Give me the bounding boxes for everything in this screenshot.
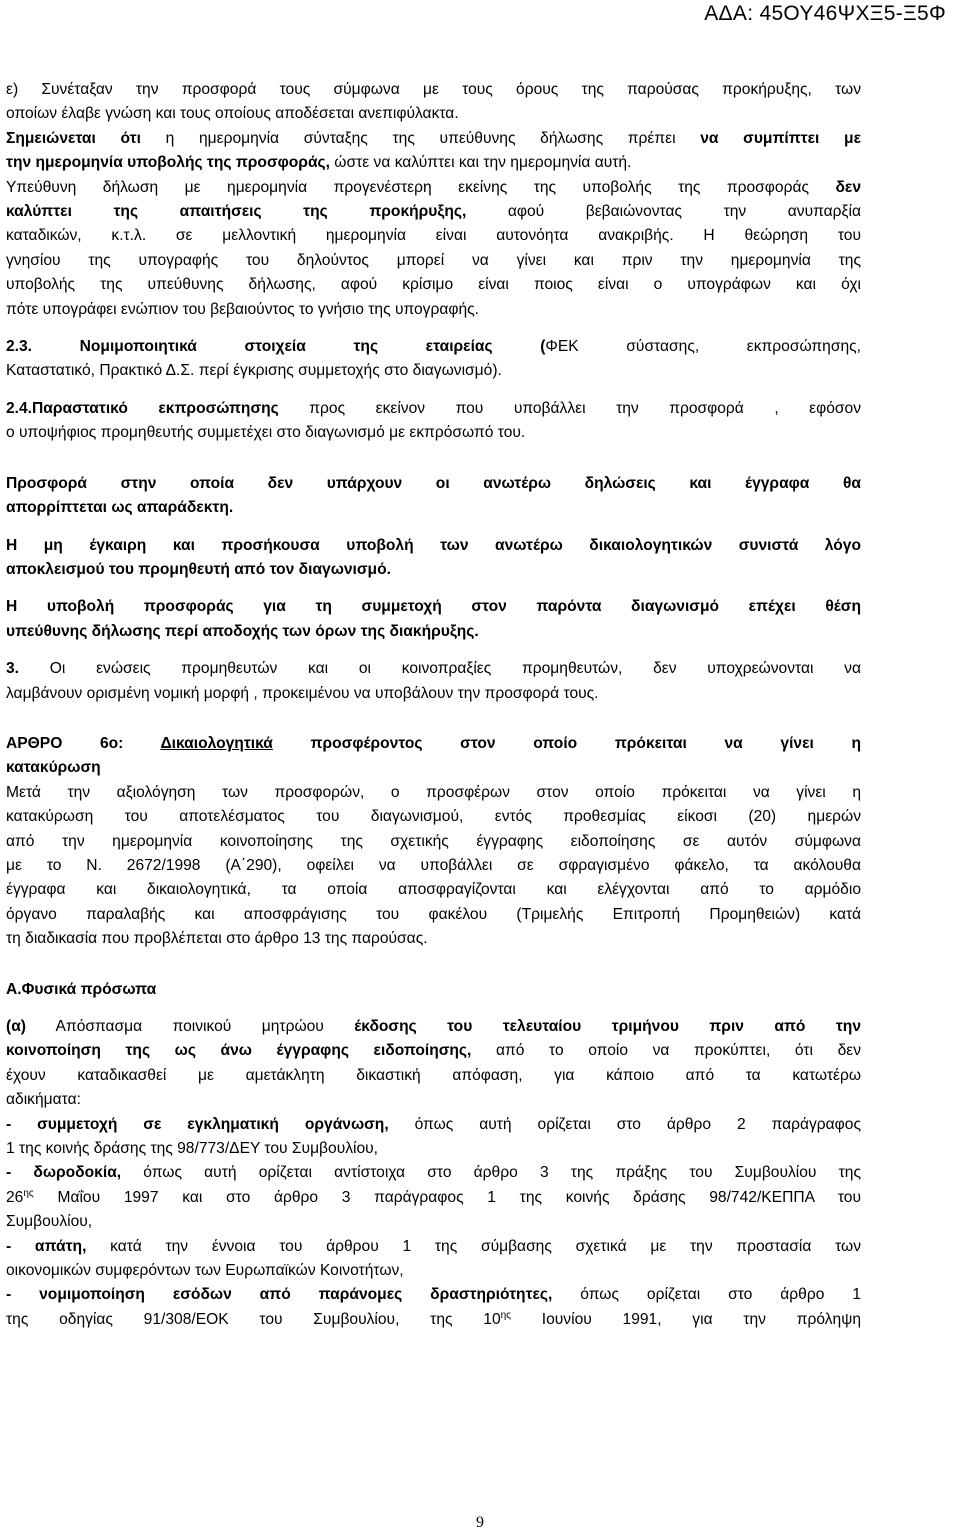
superscript: ης bbox=[23, 1187, 34, 1199]
text-line bbox=[6, 657, 861, 681]
text-line: καταδικών, κ.τ.λ. σε μελλοντική ημερομηνία είναι αυτονόητα ανακριβής. Η θεώρηση του bbox=[6, 227, 861, 245]
spacer bbox=[6, 521, 861, 534]
bold-text: Νομιμοποιητικά στοιχεία της εταιρείας ( bbox=[32, 338, 546, 356]
bold-text: Σημειώνεται ότι bbox=[6, 129, 141, 147]
spacer bbox=[6, 644, 861, 657]
section-number: 2.3. bbox=[6, 338, 33, 356]
text-line: λαμβάνουν ορισμένη νομική μορφή , προκειμένου να υποβάλουν την προσφορά τους. bbox=[6, 684, 599, 702]
bold-text: - δωροδοκία, bbox=[6, 1164, 122, 1182]
text-line: όργανο παραλαβής και αποσφράγισης του φακέλου (Τριμελής Επιτροπή Προμηθειών) κατά bbox=[6, 905, 861, 923]
text-line bbox=[6, 1308, 861, 1332]
bold-text: την ημερομηνία υποβολής της προσφοράς, bbox=[6, 154, 330, 172]
bold-text: να συμπίπτει με bbox=[700, 129, 861, 147]
text-line: τη διαδικασία που προβλέπεται στο άρθρο 13 της παρούσας. bbox=[6, 930, 428, 948]
text: όπως αυτή ορίζεται στο άρθρο 2 παράγραφος bbox=[388, 1115, 861, 1133]
document-body bbox=[6, 78, 861, 1332]
bold-text: καλύπτει της απαιτήσεις της προκήρυξης, bbox=[6, 203, 467, 221]
exclusion-paragraph bbox=[6, 534, 861, 583]
text-line bbox=[6, 176, 861, 200]
bold-text: προσφέροντος στον οποίο πρόκειται να γίνει η bbox=[272, 734, 861, 752]
text: ώστε να καλύπτει και την ημερομηνία αυτή. bbox=[329, 154, 632, 172]
bold-text: - συμμετοχή σε εγκληματική οργάνωση, bbox=[6, 1115, 389, 1133]
document-code-header: ΑΔΑ: 45ΟΥ46ΨΧΞ5-Ξ5Φ bbox=[704, 2, 946, 25]
text-line bbox=[6, 397, 861, 421]
text-line: γνησίου της υπογραφής του δηλούντος μπορεί να γίνει και πριν την ημερομηνία της bbox=[6, 251, 861, 269]
bold-line: Η μη έγκαιρη και προσήκουσα υποβολή των ανωτέρω δικαιολογητικών συνιστά λόγο bbox=[6, 536, 861, 554]
bold-line: υπεύθυνης δήλωσης περί αποδοχής των όρων της διακήρυξης. bbox=[6, 622, 479, 640]
spacer bbox=[6, 384, 861, 397]
article-6 bbox=[6, 732, 861, 952]
text-line bbox=[6, 200, 861, 224]
text-line: έχουν καταδικασθεί με αμετάκλητη δικαστική απόφαση, για κάποιο από τα κατωτέρω bbox=[6, 1066, 861, 1084]
spacer bbox=[6, 706, 861, 732]
section-2-4 bbox=[6, 397, 861, 446]
text: Απόσπασμα ποινικού μητρώου bbox=[25, 1018, 355, 1035]
acceptance-paragraph bbox=[6, 595, 861, 644]
bold-text: - απάτη, bbox=[6, 1237, 87, 1255]
offence-item bbox=[6, 1113, 861, 1137]
text-line: με το Ν. 2672/1998 (Α΄290), οφείλει να υποβάλλει σε σφραγισμένο φάκελο, τα ακόλουθα bbox=[6, 856, 861, 874]
page-number: 9 bbox=[476, 1514, 484, 1531]
text-line: 1 της κοινής δράσης της 98/773/ΔΕΥ του Συμβουλίου, bbox=[6, 1140, 379, 1158]
text: Υπεύθυνη δήλωση με ημερομηνία προγενέστερη εκείνης της υποβολής της προσφοράς bbox=[6, 178, 836, 196]
article-title bbox=[6, 732, 861, 756]
text-line: Συμβουλίου, bbox=[6, 1213, 93, 1231]
item-label: (α) bbox=[6, 1018, 26, 1035]
text: κατά την έννοια του άρθρου 1 της σύμβασης σχετικά με την προστασία των bbox=[86, 1237, 861, 1255]
bold-text: έκδοσης του τελευταίου τριμήνου πριν από την bbox=[354, 1018, 861, 1035]
text-line bbox=[6, 1015, 861, 1039]
text: 26 bbox=[6, 1188, 24, 1206]
paragraph-e bbox=[6, 78, 861, 322]
text: προς εκείνον που υποβάλλει την προσφορά , εφόσον bbox=[278, 399, 862, 417]
text-line: έγγραφα και δικαιολογητικά, τα οποία αποσφραγίζονται και ελέγχονται από το αρμόδιο bbox=[6, 881, 861, 899]
text-line: ο υποψήφιος προμηθευτής συμμετέχει στο διαγωνισμό με εκπρόσωπό του. bbox=[6, 424, 526, 442]
bold-text: κοινοποίηση της ως άνω έγγραφης ειδοποίησης, bbox=[6, 1042, 472, 1060]
text-line: κατακύρωση του αποτελέσματος του διαγωνισμού, εντός προθεσμίας είκοσι (20) ημερών bbox=[6, 808, 861, 826]
note-line bbox=[6, 151, 861, 175]
bold-text: 2.4.Παραστατικό εκπροσώπησης bbox=[6, 399, 279, 417]
physical-persons-section bbox=[6, 978, 861, 1002]
text: ΦΕΚ σύστασης, εκπροσώπησης, bbox=[545, 338, 861, 356]
text-line bbox=[6, 1039, 861, 1063]
text: η ημερομηνία σύνταξης της υπεύθυνης δήλωσης πρέπει bbox=[140, 129, 701, 147]
text: αφού βεβαιώνοντας την ανυπαρξία bbox=[466, 203, 861, 221]
text: όπως ορίζεται στο άρθρο 1 bbox=[552, 1286, 861, 1304]
spacer bbox=[6, 952, 861, 978]
text-line: ε) Συνέταξαν την προσφορά τους σύμφωνα με τους όρους της παρούσας προκήρυξης, των bbox=[6, 81, 861, 98]
bold-text: δεν bbox=[835, 178, 861, 196]
text-line: Καταστατικό, Πρακτικό Δ.Σ. περί έγκρισης συμμετοχής στο διαγωνισμό). bbox=[6, 362, 502, 380]
section-heading: Α.Φυσικά πρόσωπα bbox=[6, 980, 157, 998]
spacer bbox=[6, 322, 861, 335]
note-line bbox=[6, 127, 861, 151]
item-a bbox=[6, 1015, 861, 1332]
bold-line: αποκλεισμού του προμηθευτή από τον διαγωνισμό. bbox=[6, 560, 391, 578]
section-number: 3. bbox=[6, 660, 20, 678]
spacer bbox=[6, 1002, 861, 1015]
text-line: πότε υπογράφει ενώπιον του βεβαιούντος το γνήσιο της υπογραφής. bbox=[6, 300, 479, 318]
rejection-paragraph bbox=[6, 472, 861, 521]
bold-line: απορρίπτεται ως απαράδεκτη. bbox=[6, 499, 234, 517]
bold-text: - νομιμοποίηση εσόδων από παράνομες δραστηριότητες, bbox=[6, 1286, 553, 1304]
bold-line: Η υποβολή προσφοράς για τη συμμετοχή στον παρόντα διαγωνισμό επέχει θέση bbox=[6, 598, 861, 616]
text-line: αδικήματα: bbox=[6, 1091, 81, 1109]
offence-item bbox=[6, 1283, 861, 1307]
text-line bbox=[6, 335, 861, 359]
text: Οι ενώσεις προμηθευτών και οι κοινοπραξίες προμηθευτών, δεν υποχρεώνονται να bbox=[19, 660, 861, 678]
bold-line: Προσφορά στην οποία δεν υπάρχουν οι ανωτέρω δηλώσεις και έγγραφα θα bbox=[6, 474, 861, 492]
offence-item bbox=[6, 1161, 861, 1185]
section-2-3 bbox=[6, 335, 861, 384]
text: Ιουνίου 1991, για την πρόληψη bbox=[511, 1310, 861, 1328]
text: όπως αυτή ορίζεται αντίστοιχα στο άρθρο 3 της πράξης του Συμβουλίου της bbox=[121, 1164, 861, 1182]
offence-item bbox=[6, 1235, 861, 1259]
text-line bbox=[6, 1186, 861, 1210]
text: από το οποίο να προκύπτει, ότι δεν bbox=[471, 1042, 862, 1060]
text-line: οποίων έλαβε γνώση και τους οποίους αποδέσεται ανεπιφύλακτα. bbox=[6, 105, 459, 123]
text-line: υποβολής της υπεύθυνης δήλωσης, αφού κρίσιμο είναι ποιος είναι ο υπογράφων και όχι bbox=[6, 276, 861, 294]
underlined-text: Δικαιολογητικά bbox=[160, 734, 273, 752]
bold-text: ΑΡΘΡΟ 6ο: bbox=[6, 734, 161, 752]
text-line: Μετά την αξιολόγηση των προσφορών, ο προσφέρων στον οποίο πρόκειται να γίνει η bbox=[6, 783, 861, 801]
spacer bbox=[6, 446, 861, 472]
superscript: ης bbox=[500, 1309, 512, 1321]
text-line: από την ημερομηνία κοινοποίησης της σχετικής έγγραφης ειδοποίησης σε αυτόν σύμφωνα bbox=[6, 832, 861, 850]
section-3 bbox=[6, 657, 861, 706]
text: Μαΐου 1997 και στο άρθρο 3 παράγραφος 1 της κοινής δράσης 98/742/ΚΕΠΠΑ του bbox=[33, 1188, 861, 1206]
text-line: οικονομικών συμφερόντων των Ευρωπαϊκών Κοινοτήτων, bbox=[6, 1262, 404, 1280]
text: της οδηγίας 91/308/ΕΟΚ του Συμβουλίου, της 10 bbox=[6, 1310, 501, 1328]
spacer bbox=[6, 582, 861, 595]
article-title: κατακύρωση bbox=[6, 759, 101, 777]
